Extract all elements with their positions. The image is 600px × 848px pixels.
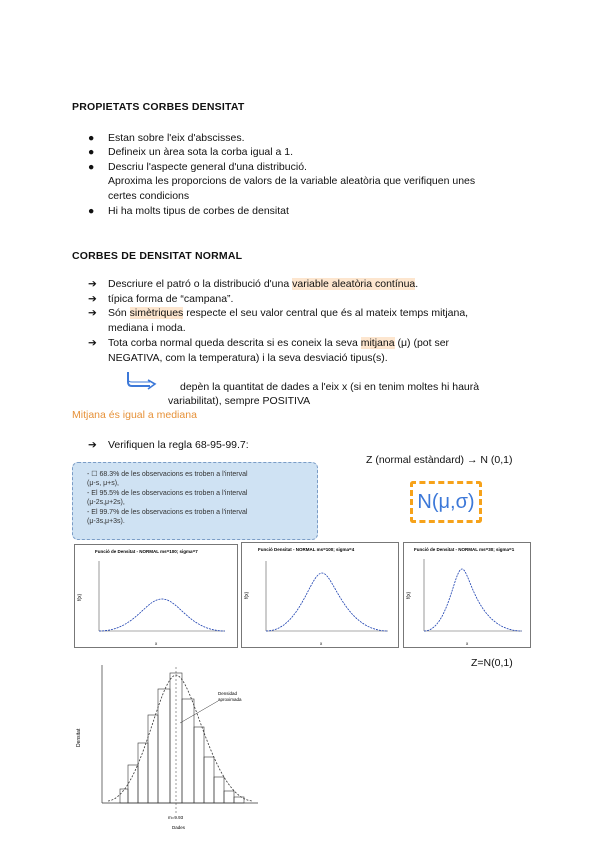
density-chart-2 — [241, 542, 399, 648]
hist-bar — [214, 777, 224, 803]
hist-bar — [194, 727, 204, 803]
hist-bar — [224, 791, 234, 803]
hist-bar — [182, 699, 194, 803]
histogram-svg — [72, 657, 264, 833]
section-title-corbes-normal: CORBES DE DENSITAT NORMAL — [72, 250, 243, 262]
chart-title: Funció de Densitat - NORMAL ms=100; sigma=7 — [95, 549, 198, 554]
hist-bar — [138, 743, 148, 803]
density-chart-2-svg — [242, 543, 398, 647]
hist-bar — [204, 757, 214, 803]
bullet-icon: ● — [88, 161, 95, 173]
annotation-label: Densidad — [218, 691, 238, 696]
x-axis-label: x — [155, 641, 158, 646]
bullet-icon: ● — [88, 146, 95, 158]
normal-formula-box: N(μ,σ) — [410, 481, 482, 523]
orange-note: Mitjana és igual a mediana — [72, 409, 197, 421]
density-chart-3 — [403, 542, 531, 648]
arrow-right-icon: ➔ — [88, 293, 97, 305]
hist-bar — [128, 765, 138, 803]
arrow-right-icon: ➔ — [88, 307, 97, 319]
arrow-right-icon: ➔ — [88, 278, 97, 290]
x-axis-label: Dades — [172, 825, 186, 830]
chart-title: Funció de Densitat - NORMAL ms=30; sigma=1 — [414, 547, 515, 552]
arrow-right-icon: ➔ — [88, 337, 97, 349]
density-chart-3-svg — [404, 543, 530, 647]
hist-bar — [234, 797, 244, 803]
chart-title: Funció Densitat - NORMAL ms=100; sigma=4 — [258, 547, 355, 552]
y-axis-label: f(x) — [244, 591, 250, 599]
density-curve — [99, 599, 225, 631]
sd-note: depèn la quantitat de dades a l'eix x (si en tenim moltes hi haurà — [180, 381, 480, 393]
annotation-pointer — [180, 701, 218, 723]
arrow-right-icon: ➔ — [88, 439, 97, 451]
density-chart-1 — [74, 544, 238, 648]
highlight: simètriques — [129, 307, 184, 319]
bullet-icon: ● — [88, 205, 95, 217]
x-axis-label: x — [466, 641, 469, 646]
density-curve — [424, 569, 522, 631]
rule-box: - ☐ 68.3% de les observacions es troben a l'interval (μ-s, μ+s), - El 95.5% de les observacions es troben a l'interval (μ-2s,μ+2s), - El 99.7% de les observacions es troben a l'interval (μ-3s,μ+3s). — [72, 462, 318, 540]
hook-arrow-icon — [124, 370, 158, 392]
hist-bar — [120, 789, 128, 803]
y-axis-label: Densitat — [76, 728, 82, 747]
density-curve — [266, 573, 388, 631]
hist-bar — [158, 689, 170, 803]
z-label-2: Z=N(0,1) — [471, 657, 513, 669]
section-title-propietats: PROPIETATS CORBES DENSITAT — [72, 101, 245, 113]
y-axis-label: f(x) — [406, 591, 412, 599]
bullet-icon: ● — [88, 132, 95, 144]
z-label: Z (normal estàndard) → N (0,1) — [366, 454, 513, 466]
density-chart-1-svg — [75, 545, 237, 647]
hist-bar — [148, 715, 158, 803]
annotation-label: aproximada — [218, 697, 242, 702]
sd-note-line2: variabilitat), sempre POSITIVA — [168, 395, 311, 407]
highlight: mitjana — [360, 337, 395, 349]
y-axis-label: f(x) — [77, 593, 83, 601]
histogram-figure — [72, 657, 264, 833]
mean-label: m=9.93 — [168, 815, 184, 820]
x-axis-label: x — [320, 641, 323, 646]
highlight: variable aleatòria contínua — [292, 278, 416, 290]
